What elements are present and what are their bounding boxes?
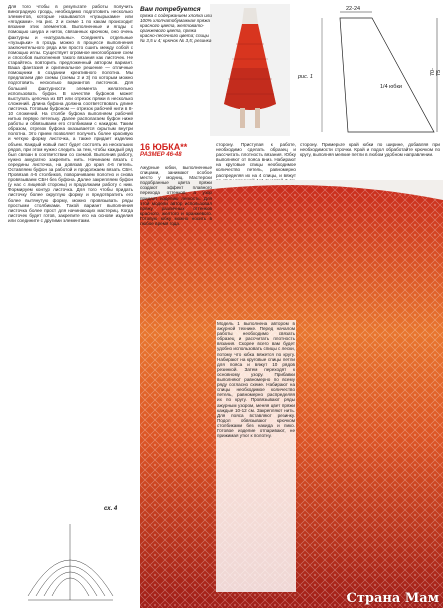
right-text-column	[300, 142, 440, 176]
materials-block	[140, 6, 212, 44]
skirt-schema	[292, 4, 442, 139]
model-size: РАЗМЕР 46-48	[140, 152, 182, 158]
schema-width-label: 22-24	[346, 6, 361, 12]
chart-label: сх. 4	[104, 506, 118, 512]
schema-part-label: 1/4 юбки	[380, 84, 402, 90]
model-photo-small	[210, 4, 290, 136]
instructions-column-text: Модель 1 выполнена автором в ажурной технике. Перед началом работы необходимо связать образец и рассчитать плотность вязания. Скорее всего вам будет удобно использовать спицы с лески, потому что юбка вяжется по кругу. Набирают на круговые спицы петли для пояса и вяжут 10 рядов резинкой. Затем переходят к основному узору. Прибавки выполняют равномерно по всему ряду согласно схеме. Набирают на спицы необходимое количество петель, равномерно распределяя их по кругу. Провязывают ряды ажурным узором, меняя цвет пряжи каждые 10-12 см. Закрепляют нить. Для пояса вставляют резинку. Подол обвязывают крючком столбиками без накида и пико. Готовое изделие отпаривают, не прижимая утюг к полотну.	[216, 320, 296, 592]
intro-text-column	[140, 165, 212, 315]
right-column-text: сторону. Примерьте край юбки по ширине, добавляя при необходимости строчки. Край и подол обработайте крючком по кругу, выполняя мелкие петли в любом удобном направлении.	[300, 142, 440, 158]
left-text-column	[8, 4, 133, 500]
schema-fig-label: рис. 1	[298, 74, 313, 80]
model-badge	[140, 142, 187, 159]
materials-text: пряжа с содержанием хлопка или 100% хлопчатобумажная пряжа красного цвета, желтовато-оранжевого цвета, пряжа красно-песочного цвета; спицы № 3,5 и 4; крючок № 3,5; резинка	[140, 13, 212, 44]
schema-rows-label: 70-75	[430, 68, 442, 76]
watermark: Страна Мам	[346, 591, 439, 606]
left-column-text: Для того чтобы в результате работы получить виноградную гроздь, необходимо подготовить несколько элементов, которые называются «пузырьками» или «ягодками». На рис. 2 и схеме 1 по какам происходит вязание этих элементов. Выполненные и ягоды с помощью шнура и ниток, связанных крючком, оно очень фактурны и «натуральны». Соединять отдельные «пузырьки» в гроздь можно в процессе выполнения заключительного ряда или просто сшить между собой с помощью иглы. Существует огромное многообразие схем и способов выполнения такого вязания как листочек. Не старайтесь повторить предложенный автором вариант. Ваша фантазия и оригинальное решение — отличные помощники в создании креативного полотна. Мы предлагаем две схемы (схемы 2 и 3) по которым можно подготовить несколько вариантов листочков. Для большей фактурности элемента желательно использовать буфон. В качестве буфонов может выступать цепочка из ВП или отрезок пряжи в несколько сложений. Длина буфона должна соответствовать длине листочка. Готовым буфоном — отрезок рабочей нити в 8-10 сложений. На столбе буфона выполняем рабочей нитью первую петельку. Далее располагаем буфон ниже работы и обвязываем его столбиками с накидом. Таким образом, отрезок буфона оказывается скрытым внутри полотна. Это прием позволяет получить более красивую и четкую форму листочка, а также придает изделию объем. Каждый новый лист будет состоять из нескольких рядов, при этом нужно следить за тем, чтобы каждый ряд был связан в соответствии со схемой. Выполнив работу, нужно аккуратно закрепить нить. Начинаем вязать с середины листочка, на довязав до края 4-6 петель. Оставляем буфон за работой и продолжаем вязать СБН. Провязав 4-6 столбиков, поворачиваем полотно и снова провязываем СБН без буфона. Далее закрепляем буфон (у нас с лицевой стороны) и продолжаем работу с ним. Формируем контур листочка. Для того чтобы придать листочку более округлую форму и предотвратить его более вытянутую форму, можно провязывать ряды простыми столбиками. Такой вариант выполнения листочка более прост для начинающих мастериц. Когда листочек будет готов, закрепите его на основе изделия или соедините с другими элементами.	[8, 4, 133, 223]
crochet-chart	[8, 514, 133, 606]
materials-heading: Вам потребуется	[140, 6, 201, 13]
instructions-text-column	[216, 320, 296, 592]
model-title: 16 ЮБКА**	[140, 142, 188, 152]
intro-column-text: Ажурные юбки, выполненные спицами, занимают особое место у модниц. Мастерски подобранные цвета пряжи создают эффект плавного перехода оттенков, а узор придает изделию легкость. Для этой модели автор использовал пряжу различных оттенков красного, желтого и оранжевого. Готовую юбку можно носить в любое время года.	[140, 165, 212, 227]
middle-column-text: сторону. Приступая к работе, необходимо сделать образец и рассчитать плотность вязания. Юбку выполняют от пояса вниз. Набирают на круговые спицы необходимое количество петель, равномерно распределяя их на 4 спицы, и вяжут	[216, 142, 296, 178]
